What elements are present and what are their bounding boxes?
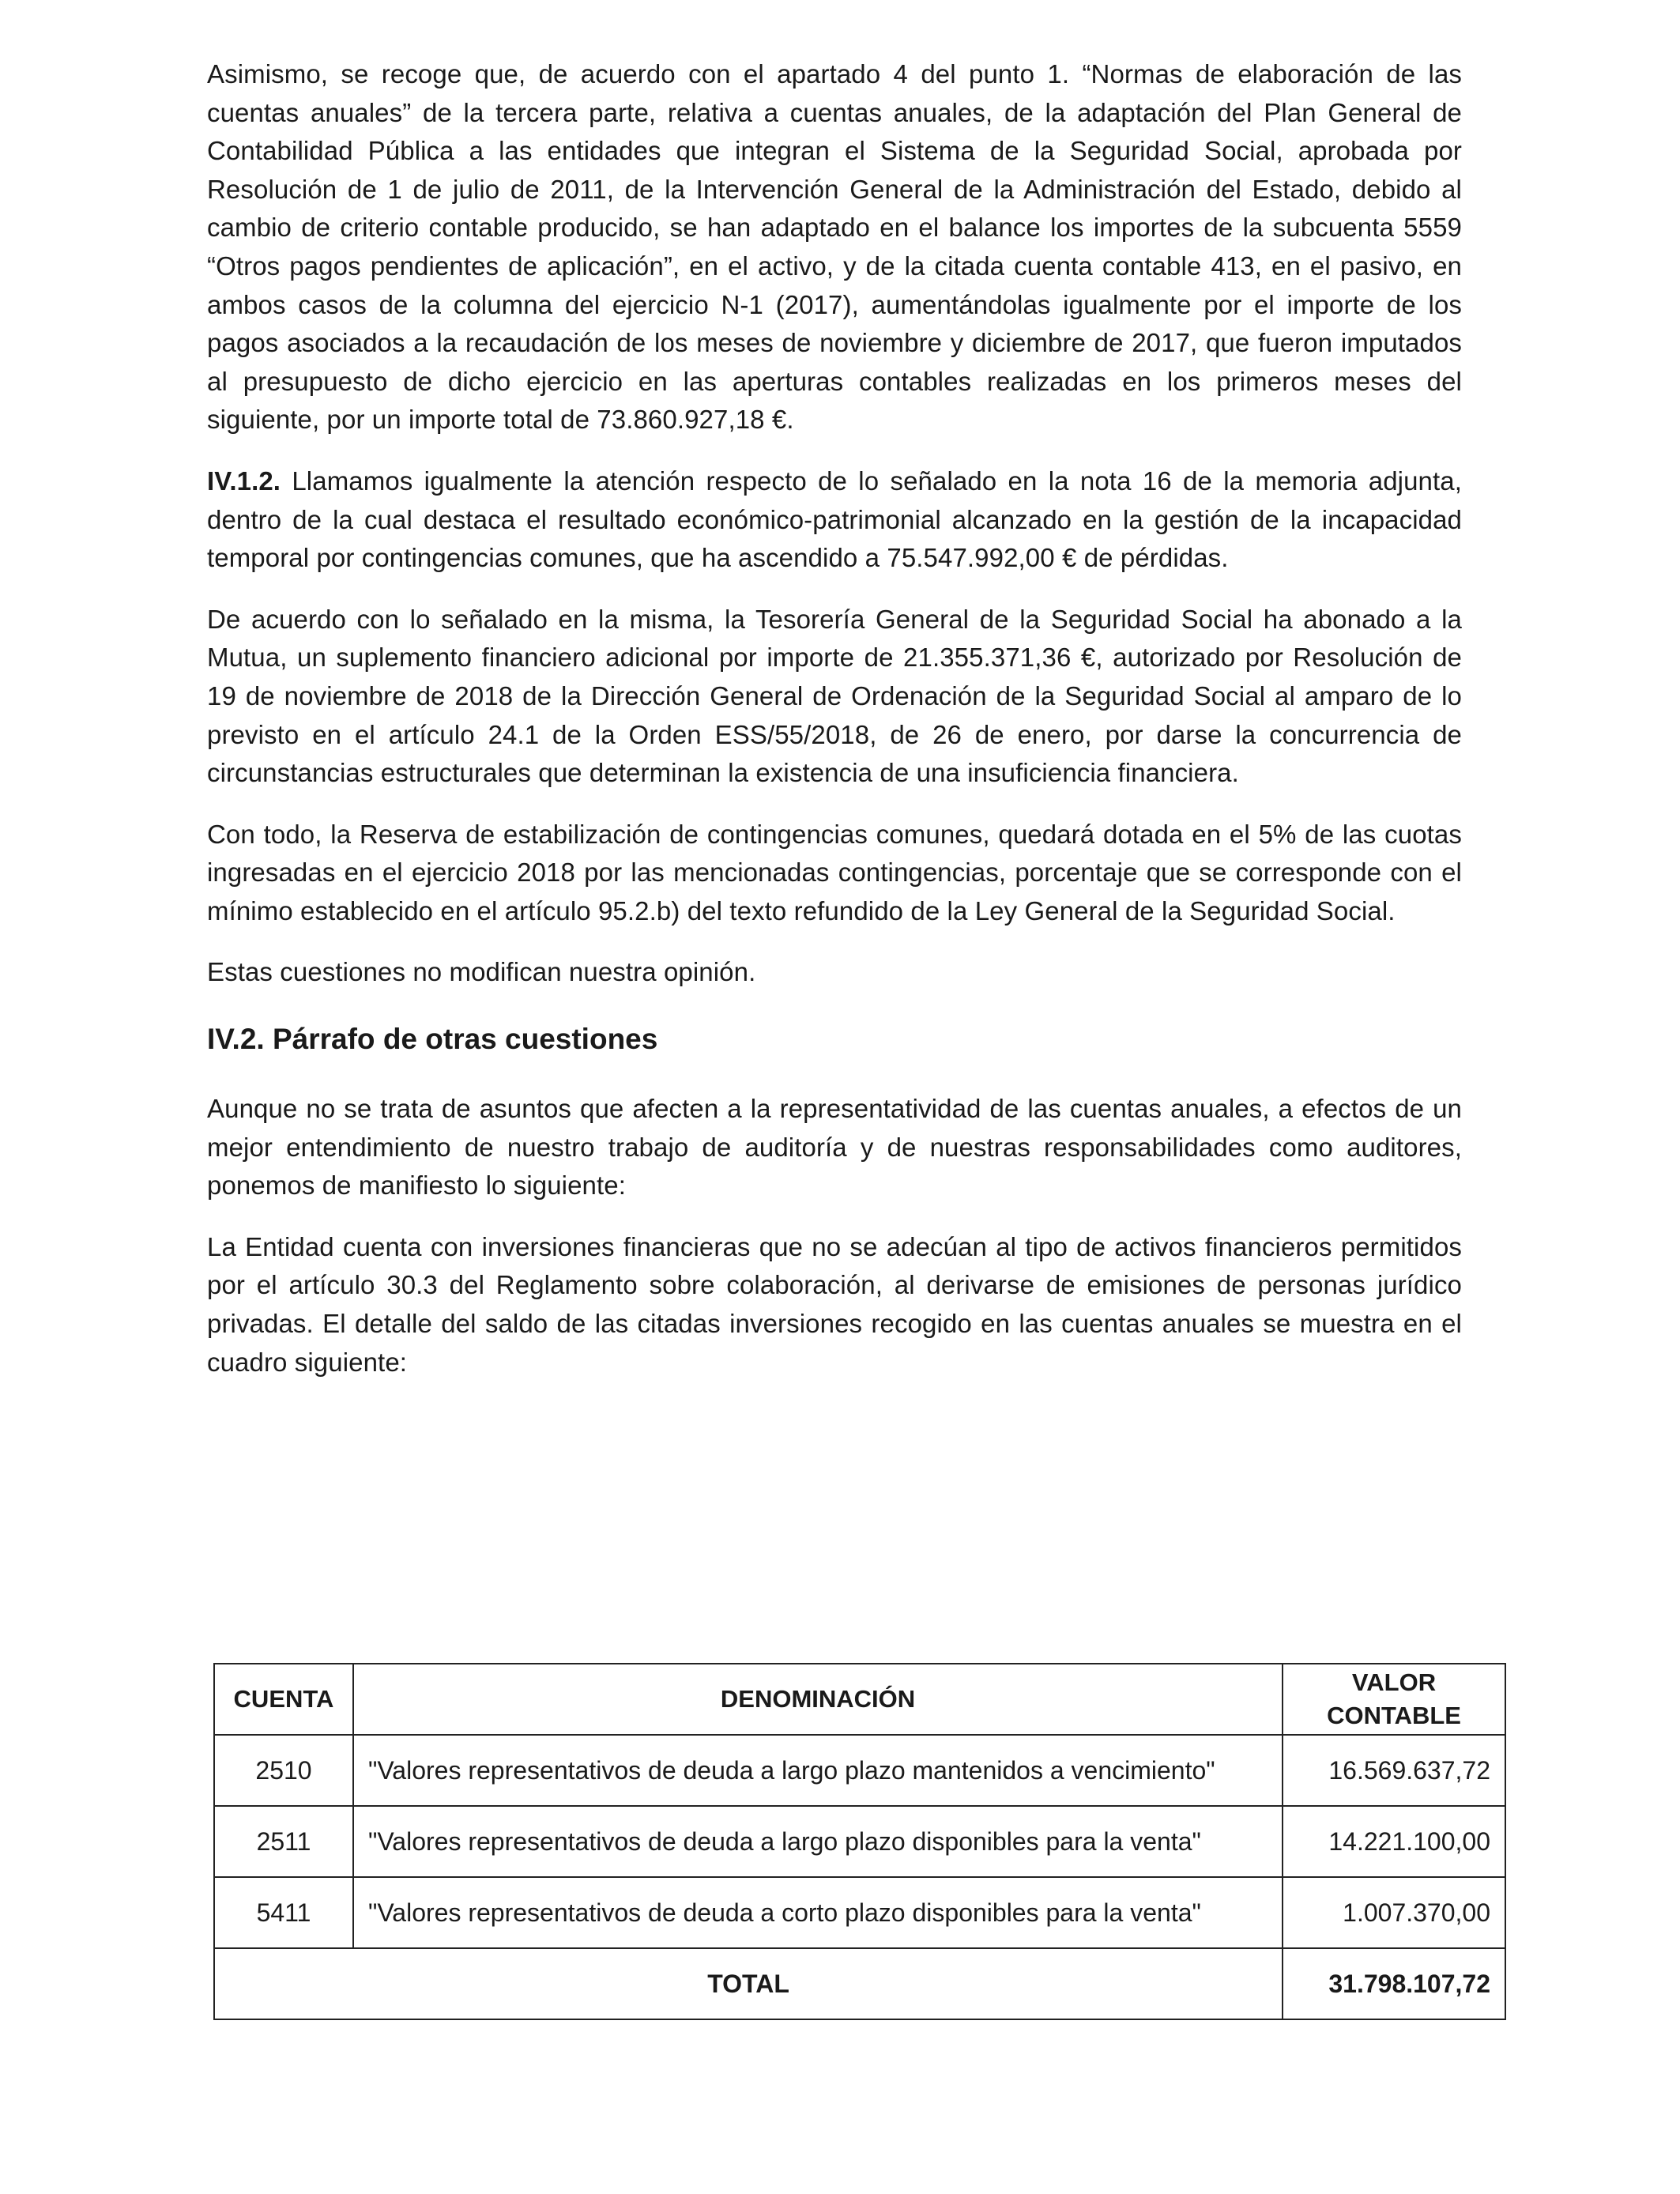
- total-value: 31.798.107,72: [1283, 1948, 1505, 2019]
- section-heading: IV.2. Párrafo de otras cuestiones: [207, 1023, 658, 1056]
- paragraph-text: Estas cuestiones no modifican nuestra opinión.: [207, 957, 756, 987]
- paragraph-text: De acuerdo con lo señalado en la misma, la Tesorería General de la Seguridad Social ha abonado a la Mutua, un suplemento financiero adicional por importe de 21.355.371,36 €, autorizado por Resolución de 19 de noviembre de 2018 de la Dirección General de Ordenación de la Seguridad Social al amparo de lo previsto en el artículo 24.1 de la Orden ESS/55/2018, de 26 de enero, por darse la concurrencia de circunstancias estructurales que determinan la existencia de una insuficiencia financiera.: [207, 604, 1462, 788]
- paragraph-text: Llamamos igualmente la atención respecto de lo señalado en la nota 16 de la memoria adjunta, dentro de la cual destaca el resultado económico-patrimonial alcanzado en la gestión de la incapacidad temporal por contingencias comunes, que ha ascendido a 75.547.992,00 € de pérdidas.: [207, 466, 1462, 573]
- paragraph-reserve: [207, 816, 1462, 931]
- paragraph-text: Con todo, la Reserva de estabilización de contingencias comunes, quedará dotada en el 5% de las cuotas ingresadas en el ejercicio 2018 por las mencionadas contingencias, porcentaje que se corresponde con el mínimo establecido en el artículo 95.2.b) del texto refundido de la Ley General de la Seguridad Social.: [207, 819, 1462, 925]
- cell-cuenta: 2511: [214, 1806, 353, 1877]
- table-header-row: [214, 1664, 1505, 1735]
- cell-valor: 1.007.370,00: [1283, 1877, 1505, 1948]
- cell-denominacion: "Valores representativos de deuda a largo plazo disponibles para la venta": [353, 1806, 1283, 1877]
- paragraph-text: Asimismo, se recoge que, de acuerdo con el apartado 4 del punto 1. “Normas de elaboración de las cuentas anuales” de la tercera parte, relativa a cuentas anuales, de la adaptación del Plan General de Contabilidad Pública a las entidades que integran el Sistema de la Seguridad Social, aprobada por Resolución de 1 de julio de 2011, de la Intervención General de la Administración del Estado, debido al cambio de criterio contable producido, se han adaptado en el balance los importes de la subcuenta 5559 “Otros pagos pendientes de aplicación”, en el activo, y de la citada cuenta contable 413, en el pasivo, en ambos casos de la columna del ejercicio N-1 (2017), aumentándolas igualmente por el importe de los pagos asociados a la recaudación de los meses de noviembre y diciembre de 2017, que fueron imputados al presupuesto de dicho ejercicio en las aperturas contables realizadas en los primeros meses del siguiente, por un importe total de 73.860.927,18 €.: [207, 59, 1462, 435]
- paragraph-opinion-note: [207, 953, 1462, 992]
- header-valor-line2: CONTABLE: [1327, 1702, 1461, 1729]
- total-label: TOTAL: [214, 1948, 1283, 2019]
- header-denominacion: DENOMINACIÓN: [353, 1664, 1283, 1735]
- cell-denominacion: "Valores representativos de deuda a corto plazo disponibles para la venta": [353, 1877, 1283, 1948]
- investments-table: [213, 1663, 1506, 2020]
- paragraph-other-matters: [207, 1090, 1462, 1205]
- cell-denominacion: "Valores representativos de deuda a largo plazo mantenidos a vencimiento": [353, 1735, 1283, 1806]
- header-valor-line1: VALOR: [1351, 1668, 1437, 1696]
- table-total-row: [214, 1948, 1505, 2019]
- cell-cuenta: 5411: [214, 1877, 353, 1948]
- paragraph-lead: IV.1.2.: [207, 466, 281, 496]
- paragraph-text: Aunque no se trata de asuntos que afecten a la representatividad de las cuentas anuales, a efectos de un mejor entendimiento de nuestro trabajo de auditoría y de nuestras responsabilidades como auditores, ponemos de manifiesto lo siguiente:: [207, 1094, 1462, 1201]
- cell-cuenta: 2510: [214, 1735, 353, 1806]
- paragraph-text: La Entidad cuenta con inversiones financieras que no se adecúan al tipo de activos financieros permitidos por el artículo 30.3 del Reglamento sobre colaboración, al derivarse de emisiones de personas jurídico privadas. El detalle del saldo de las citadas inversiones recogido en las cuentas anuales se muestra en el cuadro siguiente:: [207, 1231, 1462, 1377]
- table-row: [214, 1877, 1505, 1948]
- document-body: [207, 55, 1462, 1404]
- cell-valor: 14.221.100,00: [1283, 1806, 1505, 1877]
- investments-table-container: [213, 1663, 1506, 2020]
- table-row: [214, 1806, 1505, 1877]
- paragraph-balance-adjustment: [207, 55, 1462, 439]
- table-row: [214, 1735, 1505, 1806]
- paragraph-financial-supplement: [207, 601, 1462, 793]
- paragraph-iv-1-2: [207, 462, 1462, 578]
- cell-valor: 16.569.637,72: [1283, 1735, 1505, 1806]
- header-valor-contable: [1283, 1664, 1505, 1735]
- paragraph-investments: [207, 1228, 1462, 1382]
- header-cuenta: CUENTA: [214, 1664, 353, 1735]
